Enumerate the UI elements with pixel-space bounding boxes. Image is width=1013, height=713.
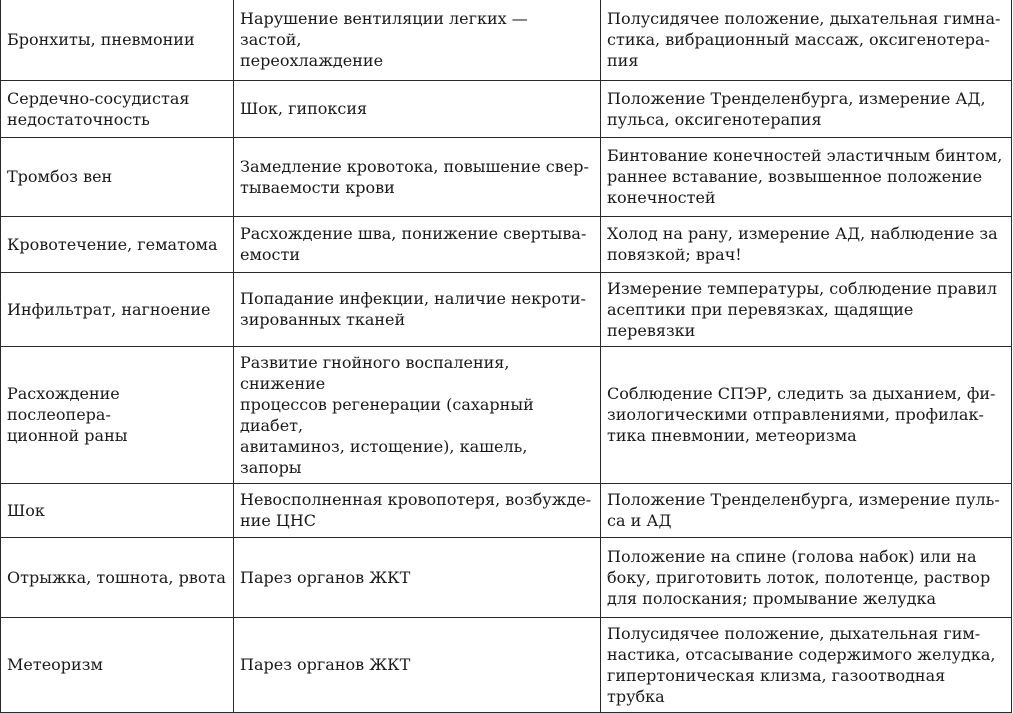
complication-cell: Сердечно-сосудистая недостаточность — [1, 80, 234, 137]
complication-cell: Шок — [1, 483, 234, 537]
measures-cell: Соблюдение СПЭР, следить за дыханием, фи- зиологическими отправлениями, профилак- тика пневмонии, метеоризма — [601, 346, 1012, 483]
cause-cell: Парез органов ЖКТ — [234, 617, 601, 712]
measures-cell: Измерение температуры, соблюдение правил асептики при перевязках, щадящие перевязки — [601, 272, 1012, 346]
cause-cell: Замедление кровотока, повышение свер- тываемости крови — [234, 137, 601, 216]
cause-cell: Парез органов ЖКТ — [234, 537, 601, 617]
cause-cell: Шок, гипоксия — [234, 80, 601, 137]
cause-cell: Развитие гнойного воспаления, снижение процессов регенерации (сахарный диабет, авитаминоз, истощение), кашель, запоры — [234, 346, 601, 483]
measures-cell: Бинтование конечностей эластичным бинтом, раннее вставание, возвышенное положение конечностей — [601, 137, 1012, 216]
cause-cell: Расхождение шва, понижение свертыва- емости — [234, 216, 601, 272]
table-row — [1, 272, 1012, 346]
table-row — [1, 137, 1012, 216]
table-row — [1, 617, 1012, 712]
table-row — [1, 216, 1012, 272]
cause-cell: Невосполненная кровопотеря, возбужде- ние ЦНС — [234, 483, 601, 537]
measures-cell: Положение на спине (голова набок) или на боку, приготовить лоток, полотенце, раствор для полоскания; промывание желудка — [601, 537, 1012, 617]
complication-cell: Метеоризм — [1, 617, 234, 712]
complication-cell: Кровотечение, гематома — [1, 216, 234, 272]
cause-cell: Нарушение вентиляции легких — застой, переохлаждение — [234, 0, 601, 80]
table-row — [1, 483, 1012, 537]
measures-cell: Полусидячее положение, дыхательная гим- настика, отсасывание содержимого желудка, гипертоническая клизма, газоотводная трубка — [601, 617, 1012, 712]
complication-cell: Бронхиты, пневмонии — [1, 0, 234, 80]
table-row — [1, 80, 1012, 137]
table-row — [1, 537, 1012, 617]
table-row — [1, 346, 1012, 483]
cause-cell: Попадание инфекции, наличие некроти- зированных тканей — [234, 272, 601, 346]
measures-cell: Положение Тренделенбурга, измерение АД, пульса, оксигенотерапия — [601, 80, 1012, 137]
complication-cell: Инфильтрат, нагноение — [1, 272, 234, 346]
table-row — [1, 0, 1012, 80]
measures-cell: Положение Тренделенбурга, измерение пуль- са и АД — [601, 483, 1012, 537]
complication-cell: Расхождение послеопера- ционной раны — [1, 346, 234, 483]
measures-cell: Полусидячее положение, дыхательная гимна- стика, вибрационный массаж, оксигенотера- пия — [601, 0, 1012, 80]
measures-cell: Холод на рану, измерение АД, наблюдение за повязкой; врач! — [601, 216, 1012, 272]
complication-cell: Отрыжка, тошнота, рвота — [1, 537, 234, 617]
complication-cell: Тромбоз вен — [1, 137, 234, 216]
